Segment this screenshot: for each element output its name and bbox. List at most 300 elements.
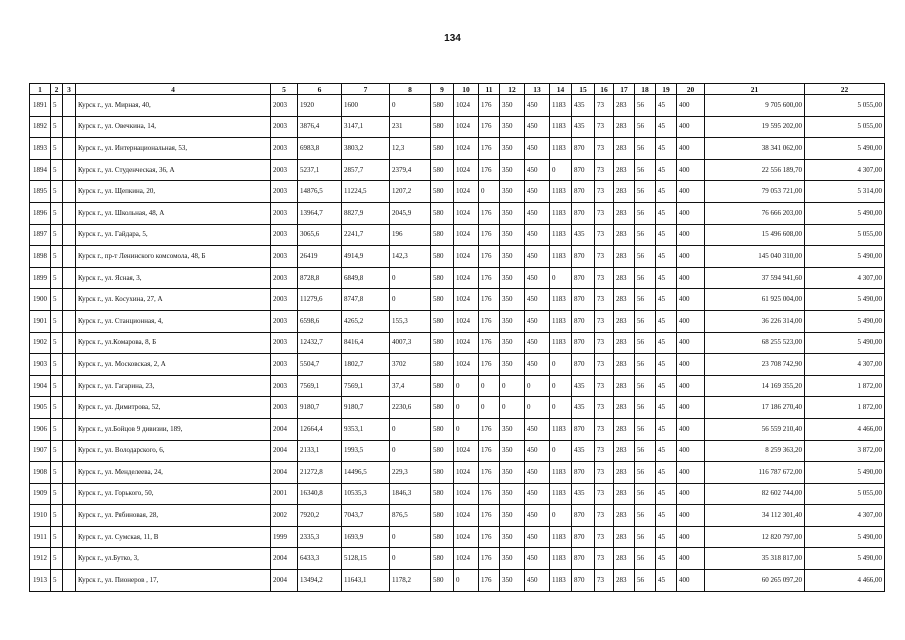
table-cell-col-6: 2133,1: [298, 440, 342, 462]
table-cell-col-18: 56: [635, 181, 656, 203]
table-cell-col-3: [63, 418, 76, 440]
table-cell-col-3: [63, 246, 76, 268]
table-cell-col-11: 0: [479, 181, 500, 203]
table-cell-col-14: 0: [550, 375, 572, 397]
table-cell-col-5: 2003: [271, 289, 298, 311]
table-cell-col-8: 2230,6: [390, 397, 431, 419]
table-cell-col-7: 4265,2: [342, 310, 390, 332]
table-cell-col-2: 5: [51, 116, 63, 138]
table-cell-col-18: 56: [635, 116, 656, 138]
table-cell-col-14: 1183: [550, 462, 572, 484]
table-cell-col-12: 350: [500, 138, 525, 160]
column-header-2: 2: [51, 84, 63, 95]
table-cell-col-21: 76 666 203,00: [705, 202, 805, 224]
table-cell-col-7: 11643,1: [342, 570, 390, 592]
table-row: [30, 375, 885, 397]
column-header-15: 15: [572, 84, 595, 95]
table-cell-col-9: 580: [431, 95, 454, 117]
table-cell-col-13: 450: [525, 526, 550, 548]
table-cell-col-8: 0: [390, 418, 431, 440]
table-cell-col-3: [63, 548, 76, 570]
table-cell-col-19: 45: [656, 570, 677, 592]
table-cell-col-22: 4 466,00: [805, 570, 885, 592]
table-cell-col-9: 580: [431, 310, 454, 332]
table-cell-col-1: 1907: [30, 440, 51, 462]
table-cell-col-13: 450: [525, 548, 550, 570]
table-cell-col-13: 450: [525, 354, 550, 376]
table-cell-col-6: 6598,6: [298, 310, 342, 332]
table-cell-col-2: 5: [51, 483, 63, 505]
table-cell-col-20: 400: [677, 181, 705, 203]
table-cell-col-9: 580: [431, 505, 454, 527]
table-cell-col-11: 176: [479, 505, 500, 527]
table-cell-col-7: 2241,7: [342, 224, 390, 246]
table-cell-col-20: 400: [677, 418, 705, 440]
table-cell-col-8: 12,3: [390, 138, 431, 160]
table-cell-col-14: 1183: [550, 310, 572, 332]
table-cell-col-4: Курск г., ул. Гагарина, 23,: [76, 375, 271, 397]
table-cell-col-11: 176: [479, 440, 500, 462]
table-cell-col-16: 73: [595, 526, 614, 548]
table-cell-col-4: Курск г., ул. Станционная, 4,: [76, 310, 271, 332]
table-cell-col-5: 2003: [271, 138, 298, 160]
table-cell-col-19: 45: [656, 202, 677, 224]
table-cell-col-6: 6983,8: [298, 138, 342, 160]
table-cell-col-9: 580: [431, 181, 454, 203]
table-row: [30, 95, 885, 117]
table-cell-col-4: Курск г., ул. Менделеева, 24,: [76, 462, 271, 484]
table-cell-col-7: 1802,7: [342, 354, 390, 376]
table-cell-col-10: 0: [454, 375, 479, 397]
table-cell-col-22: 5 490,00: [805, 310, 885, 332]
table-cell-col-4: Курск г., ул. Горького, 50,: [76, 483, 271, 505]
column-header-10: 10: [454, 84, 479, 95]
table-cell-col-4: Курск г., ул. Косухина, 27, А: [76, 289, 271, 311]
table-cell-col-21: 145 040 310,00: [705, 246, 805, 268]
table-row: [30, 310, 885, 332]
table-cell-col-21: 15 496 608,00: [705, 224, 805, 246]
table-cell-col-9: 580: [431, 332, 454, 354]
table-cell-col-8: 229,3: [390, 462, 431, 484]
table-cell-col-1: 1911: [30, 526, 51, 548]
table-cell-col-20: 400: [677, 202, 705, 224]
table-row: [30, 116, 885, 138]
table-cell-col-7: 2857,7: [342, 159, 390, 181]
table-cell-col-17: 283: [614, 202, 635, 224]
table-cell-col-20: 400: [677, 116, 705, 138]
table-cell-col-20: 400: [677, 159, 705, 181]
table-cell-col-3: [63, 505, 76, 527]
table-cell-col-1: 1908: [30, 462, 51, 484]
table-cell-col-21: 19 595 202,00: [705, 116, 805, 138]
table-cell-col-13: 450: [525, 224, 550, 246]
table-cell-col-6: 12432,7: [298, 332, 342, 354]
table-cell-col-9: 580: [431, 116, 454, 138]
table-cell-col-14: 1183: [550, 116, 572, 138]
table-cell-col-15: 435: [572, 483, 595, 505]
table-cell-col-3: [63, 526, 76, 548]
table-cell-col-2: 5: [51, 224, 63, 246]
table-cell-col-4: Курск г., ул. Димитрова, 52,: [76, 397, 271, 419]
table-cell-col-19: 45: [656, 332, 677, 354]
table-cell-col-14: 1183: [550, 224, 572, 246]
table-cell-col-1: 1898: [30, 246, 51, 268]
table-cell-col-12: 350: [500, 95, 525, 117]
table-cell-col-3: [63, 95, 76, 117]
table-cell-col-19: 45: [656, 397, 677, 419]
table-cell-col-10: 1024: [454, 181, 479, 203]
table-cell-col-20: 400: [677, 526, 705, 548]
table-cell-col-9: 580: [431, 570, 454, 592]
table-cell-col-13: 450: [525, 332, 550, 354]
table-cell-col-16: 73: [595, 202, 614, 224]
table-cell-col-8: 1207,2: [390, 181, 431, 203]
table-cell-col-13: 450: [525, 95, 550, 117]
table-cell-col-20: 400: [677, 548, 705, 570]
table-cell-col-22: 5 055,00: [805, 116, 885, 138]
table-cell-col-2: 5: [51, 462, 63, 484]
table-cell-col-2: 5: [51, 440, 63, 462]
table-cell-col-19: 45: [656, 116, 677, 138]
table-row: [30, 354, 885, 376]
table-cell-col-9: 580: [431, 440, 454, 462]
table-cell-col-7: 1993,5: [342, 440, 390, 462]
table-cell-col-10: 1024: [454, 224, 479, 246]
table-cell-col-10: 1024: [454, 267, 479, 289]
column-header-4: 4: [76, 84, 271, 95]
table-cell-col-4: Курск г., ул. Интернациональная, 53,: [76, 138, 271, 160]
table-cell-col-20: 400: [677, 138, 705, 160]
table-cell-col-2: 5: [51, 95, 63, 117]
table-cell-col-17: 283: [614, 95, 635, 117]
table-cell-col-5: 2003: [271, 267, 298, 289]
table-cell-col-14: 0: [550, 267, 572, 289]
table-cell-col-9: 580: [431, 548, 454, 570]
table-cell-col-6: 12664,4: [298, 418, 342, 440]
table-cell-col-4: Курск г., ул. Московская, 2, А: [76, 354, 271, 376]
table-cell-col-17: 283: [614, 397, 635, 419]
column-header-11: 11: [479, 84, 500, 95]
table-cell-col-19: 45: [656, 440, 677, 462]
column-header-1: 1: [30, 84, 51, 95]
table-cell-col-15: 870: [572, 267, 595, 289]
table-cell-col-18: 56: [635, 375, 656, 397]
table-cell-col-4: Курск г., ул. Ясная, 3,: [76, 267, 271, 289]
table-cell-col-1: 1904: [30, 375, 51, 397]
table-cell-col-22: 5 055,00: [805, 483, 885, 505]
table-cell-col-12: 350: [500, 159, 525, 181]
column-header-14: 14: [550, 84, 572, 95]
table-cell-col-11: 176: [479, 332, 500, 354]
table-row: [30, 138, 885, 160]
table-cell-col-15: 870: [572, 138, 595, 160]
table-cell-col-16: 73: [595, 95, 614, 117]
table-cell-col-16: 73: [595, 462, 614, 484]
table-cell-col-17: 283: [614, 138, 635, 160]
table-cell-col-6: 8728,8: [298, 267, 342, 289]
table-row: [30, 570, 885, 592]
table-cell-col-9: 580: [431, 375, 454, 397]
table-cell-col-8: 0: [390, 289, 431, 311]
table-cell-col-15: 870: [572, 159, 595, 181]
table-cell-col-2: 5: [51, 354, 63, 376]
table-cell-col-14: 0: [550, 505, 572, 527]
table-cell-col-13: 450: [525, 310, 550, 332]
table-row: [30, 159, 885, 181]
table-cell-col-15: 870: [572, 202, 595, 224]
table-cell-col-21: 68 255 523,00: [705, 332, 805, 354]
table-cell-col-21: 22 556 189,70: [705, 159, 805, 181]
table-cell-col-17: 283: [614, 375, 635, 397]
table-cell-col-14: 1183: [550, 332, 572, 354]
table-cell-col-18: 56: [635, 202, 656, 224]
table-cell-col-14: 0: [550, 159, 572, 181]
table-cell-col-10: 1024: [454, 116, 479, 138]
table-cell-col-9: 580: [431, 526, 454, 548]
table-cell-col-11: 176: [479, 246, 500, 268]
table-row: [30, 332, 885, 354]
table-cell-col-21: 35 318 817,00: [705, 548, 805, 570]
table-cell-col-16: 73: [595, 224, 614, 246]
table-cell-col-15: 870: [572, 181, 595, 203]
column-header-20: 20: [677, 84, 705, 95]
table-cell-col-12: 0: [500, 375, 525, 397]
table-cell-col-16: 73: [595, 181, 614, 203]
table-cell-col-19: 45: [656, 159, 677, 181]
table-cell-col-20: 400: [677, 95, 705, 117]
table-cell-col-13: 450: [525, 202, 550, 224]
table-cell-col-10: 1024: [454, 332, 479, 354]
table-cell-col-12: 350: [500, 246, 525, 268]
table-cell-col-7: 14496,5: [342, 462, 390, 484]
table-cell-col-6: 7920,2: [298, 505, 342, 527]
table-cell-col-8: 876,5: [390, 505, 431, 527]
table-cell-col-18: 56: [635, 483, 656, 505]
table-cell-col-22: 4 307,00: [805, 159, 885, 181]
table-cell-col-5: 2004: [271, 440, 298, 462]
table-cell-col-4: Курск г., ул. Студенческая, 36, А: [76, 159, 271, 181]
table-cell-col-3: [63, 181, 76, 203]
table-cell-col-4: Курск г., ул. Мирная, 40,: [76, 95, 271, 117]
table-cell-col-1: 1896: [30, 202, 51, 224]
table-cell-col-6: 9180,7: [298, 397, 342, 419]
table-cell-col-7: 3147,1: [342, 116, 390, 138]
table-row: [30, 246, 885, 268]
table-cell-col-22: 5 314,00: [805, 181, 885, 203]
table-cell-col-8: 2379,4: [390, 159, 431, 181]
table-cell-col-18: 56: [635, 289, 656, 311]
table-cell-col-10: 1024: [454, 138, 479, 160]
table-cell-col-22: 4 307,00: [805, 267, 885, 289]
table-cell-col-5: 2003: [271, 310, 298, 332]
table-cell-col-8: 1178,2: [390, 570, 431, 592]
table-cell-col-20: 400: [677, 505, 705, 527]
table-cell-col-12: 350: [500, 548, 525, 570]
table-cell-col-4: Курск г., ул. Сумская, 11, В: [76, 526, 271, 548]
table-row: [30, 505, 885, 527]
table-cell-col-3: [63, 440, 76, 462]
table-cell-col-13: 450: [525, 246, 550, 268]
table-cell-col-12: 350: [500, 116, 525, 138]
table-cell-col-2: 5: [51, 332, 63, 354]
table-cell-col-4: Курск г., пр-т Ленинского комсомола, 48, Б: [76, 246, 271, 268]
table-cell-col-11: 176: [479, 548, 500, 570]
table-cell-col-15: 870: [572, 462, 595, 484]
table-cell-col-9: 580: [431, 159, 454, 181]
table-cell-col-4: Курск г., ул.Комарова, 8, Б: [76, 332, 271, 354]
table-cell-col-12: 350: [500, 526, 525, 548]
table-cell-col-18: 56: [635, 418, 656, 440]
table-cell-col-2: 5: [51, 202, 63, 224]
table-cell-col-21: 8 259 363,20: [705, 440, 805, 462]
table-cell-col-16: 73: [595, 354, 614, 376]
table-cell-col-7: 1600: [342, 95, 390, 117]
table-cell-col-7: 5128,15: [342, 548, 390, 570]
column-header-7: 7: [342, 84, 390, 95]
table-cell-col-13: 450: [525, 462, 550, 484]
table-cell-col-22: 5 490,00: [805, 138, 885, 160]
table-cell-col-14: 0: [550, 440, 572, 462]
table-cell-col-3: [63, 267, 76, 289]
table-cell-col-18: 56: [635, 570, 656, 592]
table-cell-col-3: [63, 116, 76, 138]
table-cell-col-5: 2003: [271, 354, 298, 376]
table-cell-col-7: 7569,1: [342, 375, 390, 397]
table-cell-col-18: 56: [635, 267, 656, 289]
table-cell-col-1: 1913: [30, 570, 51, 592]
table-cell-col-5: 2003: [271, 375, 298, 397]
table-cell-col-19: 45: [656, 289, 677, 311]
table-cell-col-22: 5 490,00: [805, 462, 885, 484]
table-cell-col-17: 283: [614, 116, 635, 138]
table-cell-col-17: 283: [614, 159, 635, 181]
table-cell-col-20: 400: [677, 440, 705, 462]
table-cell-col-19: 45: [656, 462, 677, 484]
table-cell-col-22: 3 872,00: [805, 440, 885, 462]
table-cell-col-17: 283: [614, 462, 635, 484]
table-cell-col-10: 1024: [454, 289, 479, 311]
table-cell-col-6: 3876,4: [298, 116, 342, 138]
table-cell-col-5: 1999: [271, 526, 298, 548]
table-cell-col-7: 9353,1: [342, 418, 390, 440]
table-cell-col-15: 870: [572, 332, 595, 354]
table-cell-col-11: 176: [479, 224, 500, 246]
table-cell-col-1: 1897: [30, 224, 51, 246]
table-cell-col-1: 1894: [30, 159, 51, 181]
table-cell-col-6: 21272,8: [298, 462, 342, 484]
table-cell-col-21: 82 602 744,00: [705, 483, 805, 505]
table-cell-col-10: 0: [454, 418, 479, 440]
table-cell-col-20: 400: [677, 267, 705, 289]
table-cell-col-7: 4914,9: [342, 246, 390, 268]
table-cell-col-7: 11224,5: [342, 181, 390, 203]
table-cell-col-10: 1024: [454, 505, 479, 527]
table-cell-col-1: 1910: [30, 505, 51, 527]
table-cell-col-1: 1892: [30, 116, 51, 138]
table-cell-col-9: 580: [431, 246, 454, 268]
table-cell-col-19: 45: [656, 181, 677, 203]
table-cell-col-17: 283: [614, 289, 635, 311]
table-cell-col-1: 1901: [30, 310, 51, 332]
table-row: [30, 289, 885, 311]
table-cell-col-15: 435: [572, 224, 595, 246]
housing-register-table: [29, 83, 885, 592]
table-cell-col-8: 1846,3: [390, 483, 431, 505]
table-cell-col-16: 73: [595, 483, 614, 505]
table-cell-col-16: 73: [595, 375, 614, 397]
table-cell-col-15: 870: [572, 418, 595, 440]
table-cell-col-8: 0: [390, 548, 431, 570]
table-cell-col-1: 1909: [30, 483, 51, 505]
table-cell-col-19: 45: [656, 267, 677, 289]
table-cell-col-8: 196: [390, 224, 431, 246]
table-cell-col-18: 56: [635, 332, 656, 354]
column-header-5: 5: [271, 84, 298, 95]
table-cell-col-21: 17 186 270,40: [705, 397, 805, 419]
table-cell-col-10: 1024: [454, 526, 479, 548]
table-cell-col-1: 1895: [30, 181, 51, 203]
table-cell-col-5: 2003: [271, 224, 298, 246]
table-cell-col-12: 350: [500, 462, 525, 484]
table-cell-col-11: 176: [479, 289, 500, 311]
table-cell-col-13: 450: [525, 570, 550, 592]
table-cell-col-5: 2004: [271, 548, 298, 570]
table-cell-col-9: 580: [431, 354, 454, 376]
table-cell-col-6: 26419: [298, 246, 342, 268]
table-cell-col-2: 5: [51, 289, 63, 311]
table-cell-col-14: 1183: [550, 526, 572, 548]
table-cell-col-11: 176: [479, 418, 500, 440]
table-cell-col-12: 350: [500, 202, 525, 224]
table-cell-col-11: 176: [479, 202, 500, 224]
table-cell-col-15: 435: [572, 440, 595, 462]
table-cell-col-4: Курск г., ул. Гайдара, 5,: [76, 224, 271, 246]
column-header-3: 3: [63, 84, 76, 95]
table-cell-col-9: 580: [431, 397, 454, 419]
table-cell-col-12: 350: [500, 570, 525, 592]
table-cell-col-4: Курск г., ул. Овечкина, 14,: [76, 116, 271, 138]
table-cell-col-15: 870: [572, 354, 595, 376]
table-row: [30, 526, 885, 548]
table-cell-col-22: 5 055,00: [805, 224, 885, 246]
table-cell-col-5: 2003: [271, 202, 298, 224]
table-cell-col-18: 56: [635, 310, 656, 332]
table-cell-col-3: [63, 138, 76, 160]
table-cell-col-16: 73: [595, 289, 614, 311]
table-cell-col-14: 1183: [550, 483, 572, 505]
table-cell-col-21: 61 925 004,00: [705, 289, 805, 311]
column-header-17: 17: [614, 84, 635, 95]
table-cell-col-13: 450: [525, 138, 550, 160]
table-cell-col-8: 155,3: [390, 310, 431, 332]
table-cell-col-13: 450: [525, 289, 550, 311]
table-cell-col-19: 45: [656, 246, 677, 268]
table-cell-col-12: 350: [500, 310, 525, 332]
table-cell-col-18: 56: [635, 548, 656, 570]
table-cell-col-22: 4 307,00: [805, 354, 885, 376]
table-cell-col-17: 283: [614, 310, 635, 332]
column-header-22: 22: [805, 84, 885, 95]
table-cell-col-18: 56: [635, 159, 656, 181]
table-cell-col-11: 0: [479, 397, 500, 419]
table-cell-col-5: 2003: [271, 332, 298, 354]
table-cell-col-19: 45: [656, 375, 677, 397]
table-cell-col-19: 45: [656, 548, 677, 570]
table-cell-col-11: 0: [479, 375, 500, 397]
table-cell-col-22: 5 490,00: [805, 202, 885, 224]
table-cell-col-10: 1024: [454, 548, 479, 570]
column-header-18: 18: [635, 84, 656, 95]
